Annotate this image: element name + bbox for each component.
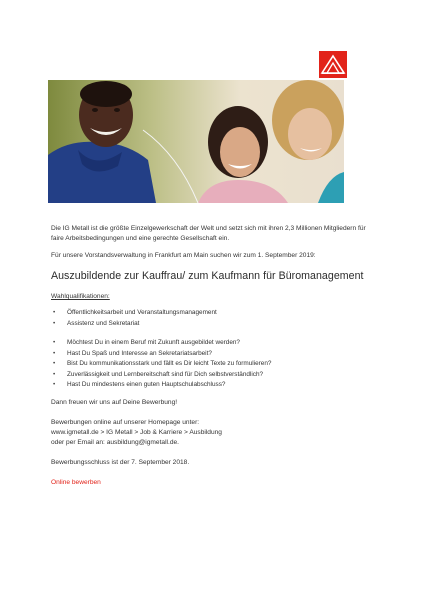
list-item: • Möchtest Du in einem Beruf mit Zukunft ausgebildet werden? bbox=[51, 338, 371, 349]
qualifications-list bbox=[51, 308, 371, 329]
closing-text: Dann freuen wir uns auf Deine Bewerbung! bbox=[51, 398, 178, 406]
job-title: Auszubildende zur Kauffrau/ zum Kaufmann für Büromanagement bbox=[51, 270, 364, 282]
apply-line-3: oder per Email an: ausbildung@igmetall.de. bbox=[51, 438, 180, 446]
list-item: • Hast Du mindestens einen guten Hauptschulabschluss? bbox=[51, 380, 371, 391]
questions-list bbox=[51, 338, 371, 391]
job-posting bbox=[51, 224, 371, 488]
qualifications-heading: Wahlqualifikationen: bbox=[51, 293, 110, 300]
location-text: Für unsere Vorstandsverwaltung in Frankfurt am Main suchen wir zum 1. September 2019: bbox=[51, 252, 316, 259]
list-item: • Zuverlässigkeit und Lernbereitschaft sind für Dich selbstverständlich? bbox=[51, 370, 371, 381]
list-item: • Assistenz und Sekretariat bbox=[51, 319, 371, 330]
apply-online-link[interactable]: Online bewerben bbox=[51, 478, 101, 486]
hero-photo bbox=[48, 80, 344, 203]
list-item: • Hast Du Spaß und Interesse an Sekretariatsarbeit? bbox=[51, 349, 371, 360]
intro-text: Die IG Metall ist die größte Einzelgewerkschaft der Welt und setzt sich mit ihren 2,3 Millionen Mitgliedern für faire Arbeitsbedingungen und eine gerechte Gesellschaft ein. bbox=[51, 225, 366, 242]
apply-line-1: Bewerbungen online auf unserer Homepage unter: bbox=[51, 418, 200, 426]
deadline-text: Bewerbungsschluss ist der 7. September 2018. bbox=[51, 458, 190, 466]
list-item: • Öffentlichkeitsarbeit und Veranstaltungsmanagement bbox=[51, 308, 371, 319]
apply-line-2: www.igmetall.de > IG Metall > Job & Karriere > Ausbildung bbox=[51, 428, 222, 436]
ig-metall-logo-icon bbox=[319, 51, 347, 78]
list-item: • Bist Du kommunikationsstark und fällt es Dir leicht Texte zu formulieren? bbox=[51, 359, 371, 370]
